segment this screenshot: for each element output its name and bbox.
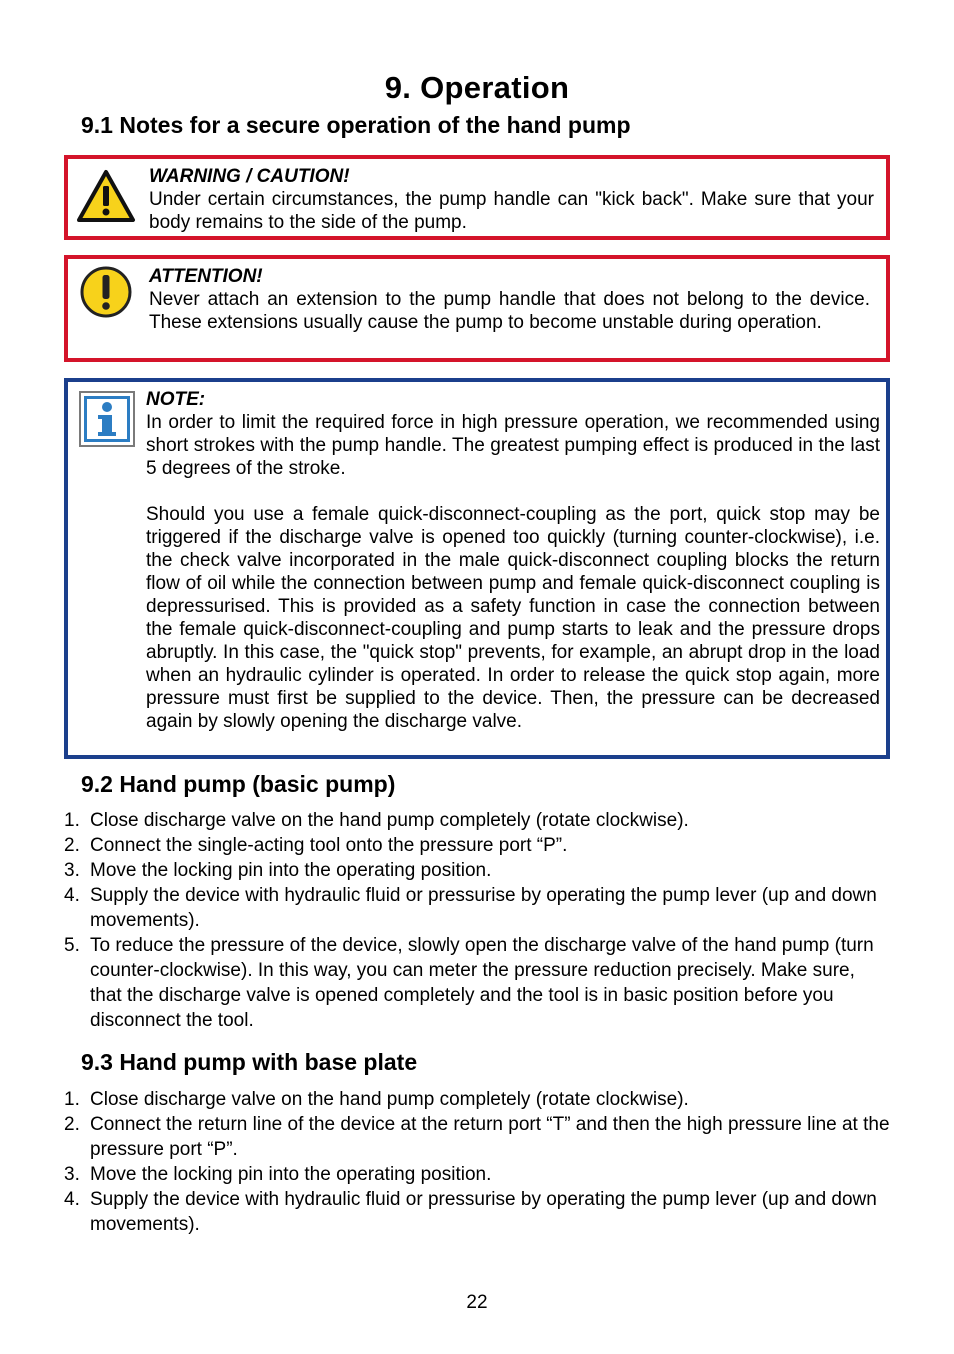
note-title: NOTE:	[146, 389, 206, 410]
list-item	[64, 1087, 890, 1112]
step-number: 5.	[64, 935, 80, 956]
warning-text: Under certain circumstances, the pump handle can "kick back". Make sure that your body remains to the side of the pump.	[149, 189, 874, 233]
step-text: Close discharge valve on the hand pump completely (rotate clockwise).	[90, 810, 689, 831]
warning-box	[64, 155, 890, 240]
note-paragraph-2: Should you use a female quick-disconnect-coupling as the port, quick stop may be triggered if the discharge valve is opened too quickly (turning counter-clockwise), i.e. the check valve incorporated in the male quick-disconnect coupling blocks the return flow of oil while the connection between pump and female quick-disconnect coupling is depressurised. This is provided as a safety function in case the connection between the female quick-disconnect-coupling and pump starts to leak and the pressure drops abruptly. In this case, the "quick stop" prevents, for example, an abrupt drop in the load when an hydraulic cylinder is operated. In order to release the quick stop again, more pressure must first be supplied to the device. Then, the pressure can be decreased again by slowly opening the discharge valve.	[146, 504, 880, 732]
warning-title: WARNING / CAUTION!	[149, 166, 350, 187]
steps-list-9-2	[64, 808, 890, 1033]
attention-title: ATTENTION!	[149, 266, 263, 287]
step-text: Close discharge valve on the hand pump completely (rotate clockwise).	[90, 1089, 689, 1110]
list-item	[64, 1187, 890, 1237]
step-text: Move the locking pin into the operating position.	[90, 1164, 492, 1185]
step-text: Move the locking pin into the operating position.	[90, 860, 492, 881]
step-text: To reduce the pressure of the device, slowly open the discharge valve of the hand pump (turn counter-clockwise). In this way, you can meter the pressure reduction precisely. Make sure, that the discharge valve is opened completely and the tool is in basic position before you disconnect the tool.	[90, 935, 874, 1031]
step-number: 4.	[64, 885, 80, 906]
attention-text: Never attach an extension to the pump handle that does not belong to the device. These extensions usually cause the pump to become unstable during operation.	[149, 289, 870, 333]
step-number: 1.	[64, 1089, 80, 1110]
list-item	[64, 933, 890, 1033]
list-item	[64, 883, 890, 933]
page-title: 9. Operation	[384, 70, 570, 105]
section-heading-9-1: 9.1 Notes for a secure operation of the hand pump	[81, 112, 631, 138]
exclamation-circle-icon	[79, 265, 133, 319]
warning-triangle-icon	[76, 169, 136, 223]
page-number: 22	[466, 1292, 488, 1313]
step-text: Supply the device with hydraulic fluid or pressurise by operating the pump lever (up and down movements).	[90, 1189, 877, 1235]
list-item	[64, 1112, 890, 1162]
note-paragraph-1: In order to limit the required force in high pressure operation, we recommended using short strokes with the pump handle. The greatest pumping effect is produced in the last 5 degrees of the stroke.	[146, 412, 880, 479]
steps-list-9-3	[64, 1087, 890, 1237]
step-text: Connect the return line of the device at the return port “T” and then the high pressure line at the pressure port “P”.	[90, 1114, 890, 1160]
section-heading-9-2: 9.2 Hand pump (basic pump)	[81, 771, 396, 797]
info-icon	[78, 390, 136, 448]
step-number: 3.	[64, 1164, 80, 1185]
list-item	[64, 808, 890, 833]
step-number: 1.	[64, 810, 80, 831]
list-item	[64, 858, 890, 883]
step-number: 2.	[64, 1114, 80, 1135]
step-number: 3.	[64, 860, 80, 881]
list-item	[64, 1162, 890, 1187]
step-text: Connect the single-acting tool onto the pressure port “P”.	[90, 835, 568, 856]
step-number: 4.	[64, 1189, 80, 1210]
note-box	[64, 378, 890, 759]
section-heading-9-3: 9.3 Hand pump with base plate	[81, 1049, 418, 1075]
step-text: Supply the device with hydraulic fluid or pressurise by operating the pump lever (up and down movements).	[90, 885, 877, 931]
step-number: 2.	[64, 835, 80, 856]
attention-box	[64, 255, 890, 362]
list-item	[64, 833, 890, 858]
